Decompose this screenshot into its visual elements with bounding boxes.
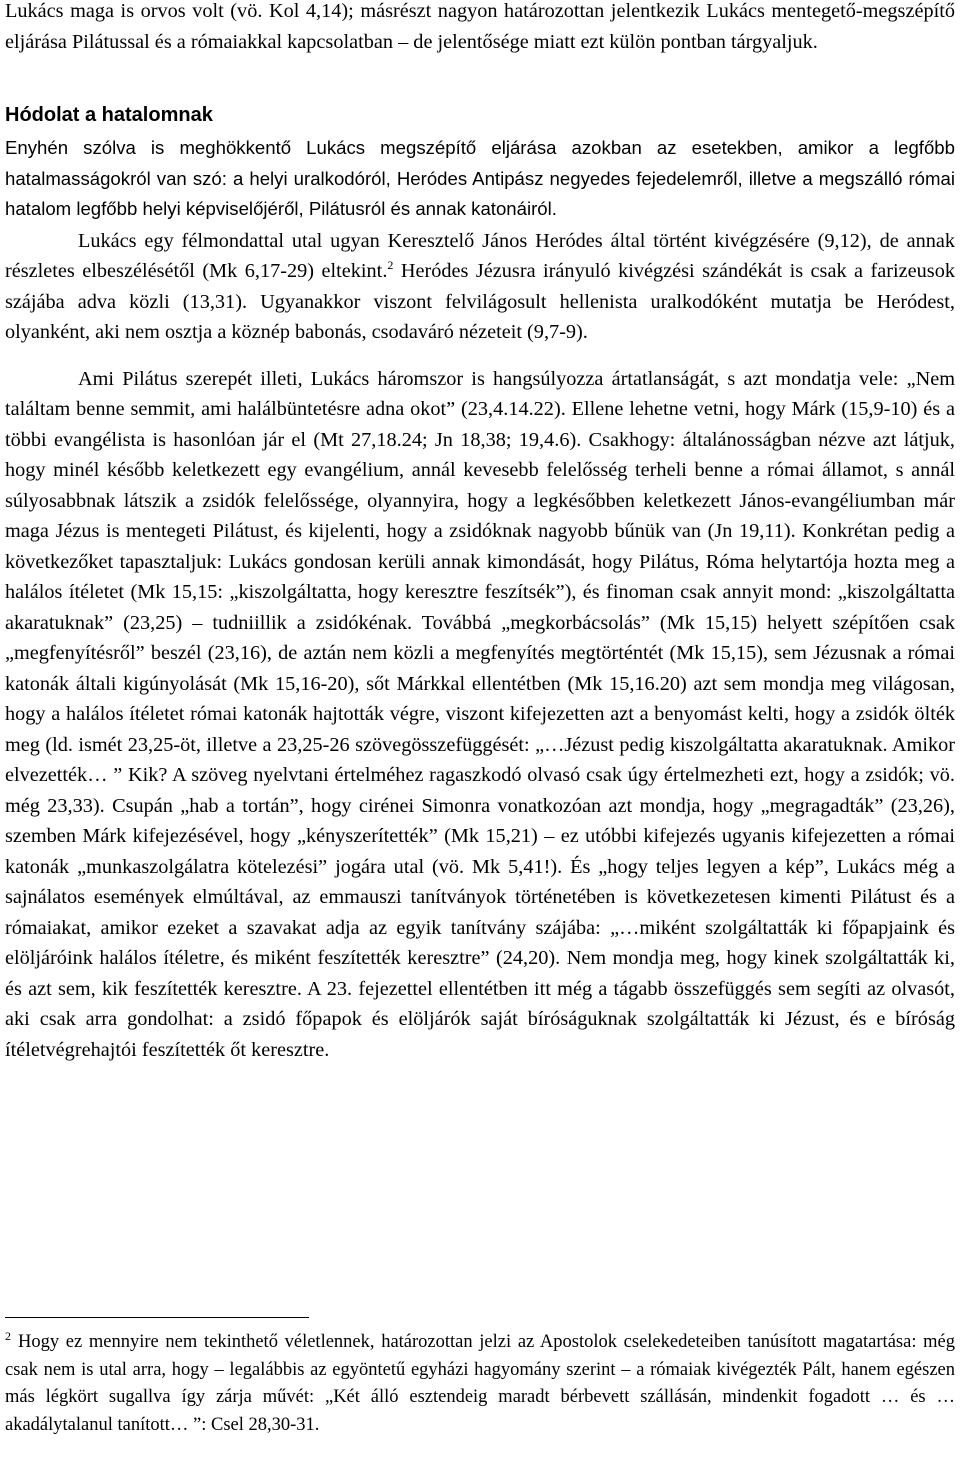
paragraph-lukacs-text-before: Lukács egy félmondattal utal ugyan Keresztelő János Heródes által történt kivégzésére (9,12), de annak részletes elbeszélésétől (Mk 6,17-29) eltekint. bbox=[5, 229, 955, 282]
footnote-text: Hogy ez mennyire nem tekinthető véletlennek, határozottan jelzi az Apostolok cselekedeteiben tanúsított magatartása: még csak nem is utal arra, hogy – legalábbis az egyöntetű egyházi hagyomány szerint – a rómaiak kivégezték Pált, hanem egészen más légkört sugallva így zárja művét: „Két álló esztendeig maradt bérbevett szállásán, mindenkit fogadott … és … akadálytalanul tanított… ”: Csel 28,30-31. bbox=[5, 1332, 955, 1436]
intro-paragraph: Lukács maga is orvos volt (vö. Kol 4,14); másrészt nagyon határozottan jelentkezik Lukács mentegető-megszépítő eljárása Pilátussal és a rómaiakkal kapcsolatban – de jelentősége miatt ezt külön pontban tárgyaljuk. bbox=[5, 0, 955, 53]
paragraph-lukacs-text-after: Heródes Jézusra irányuló kivégzési szándékát is csak a farizeusok szájába adva közli (13,31). Ugyanakkor viszont felvilágosult hellenista uralkodóként mutatja be Heródest, olyanként, aki nem osztja a köznép babonás, csodaváró nézeteit (9,7-9). bbox=[5, 260, 955, 343]
paragraph-enyhen: Enyhén szólva is meghökkentő Lukács megszépítő eljárása azokban az esetekben, amikor a legfőbb hatalmasságokról van szó: a helyi uralkodóról, Heródes Antipász negyedes fejedelemről, illetve a megszálló római hatalom legfőbb helyi képviselőjéről, Pilátusról és annak katonáiról. bbox=[5, 137, 955, 219]
footnote bbox=[5, 1329, 955, 1440]
footnote-separator bbox=[5, 1317, 309, 1318]
footnote-number: 2 bbox=[5, 1328, 11, 1343]
document-page bbox=[5, 0, 955, 1065]
paragraph-lukacs bbox=[5, 226, 955, 348]
footnote-reference[interactable]: 2 bbox=[387, 258, 394, 273]
paragraph-ami: Ami Pilátus szerepét illeti, Lukács háromszor is hangsúlyozza ártatlanságát, s azt mondatja vele: „Nem találtam benne semmit, ami halálbüntetésre adna okot” (23,4.14.22). Ellene lehetne vetni, hogy Márk (15,9-10) és a többi evangélista is hasonlóan jár el (Mt 27,18.24; Jn 18,38; 19,4.6). Csakhogy: általánosságban nézve azt látjuk, hogy minél később keletkezett egy evangélium, annál kevesebb felelősség terheli benne a római államot, s annál súlyosabbnak látszik a zsidók felelőssége, olyannyira, hogy a legkésőbben keletkezett János-evangéliumban már maga Jézus is mentegeti Pilátust, és kijelenti, hogy a zsidóknak nagyobb bűnük van (Jn 19,11). Konkrétan pedig a következőket tapasztaljuk: Lukács gondosan kerüli annak kimondását, hogy Pilátus, Róma helytartója hozta meg a halálos ítéletet (Mk 15,15: „kiszolgáltatta, hogy keresztre feszítsék”), és finoman csak annyit mond: „kiszolgáltatta akaratuknak” (23,25) – tudniillik a zsidókénak. Továbbá „megkorbácsolás” (Mk 15,15) helyett szépítően csak „megfenyítésről” beszél (23,16), de aztán nem közli a megfenyítés megtörténtét (Mk 15,15), sem Jézusnak a római katonák általi kigúnyolását (Mk 15,16-20), sőt Márkkal ellentétben (Mk 15,16.20) azt sem mondja meg világosan, hogy a halálos ítéletet római katonák hajtották végre, viszont kifejezetten azt a benyomást kelti, hogy a zsidók ölték meg (ld. ismét 23,25-öt, illetve a 23,25-26 szövegösszefüggését: „…Jézust pedig kiszolgáltatta akaratuknak. Amikor elvezették… ” Kik? A szöveg nyelvtani értelméhez ragaszkodó olvasó csak úgy értelmezheti ezt, hogy a zsidók; vö. még 23,33). Csupán „hab a tortán”, hogy cirénei Simonra vonatkozóan azt mondja, hogy „megragadták” (23,26), szemben Márk kifejezésével, hogy „kényszerítették” (Mk 15,21) – ez utóbbi kifejezés ugyanis kifejezetten a római katonák „munkaszolgálatra kötelezési” jogára utal (vö. Mk 5,41!). És „hogy teljes legyen a kép”, Lukács még a sajnálatos események elmúltával, az emmauszi tanítványok történetében is következetesen kimenti Pilátust és a rómaiakat, amikor ezeket a szavakat adja az egyik tanítvány szájába: „…miként szolgáltatták ki főpapjaink és elöljáróink halálos ítéletre, és miként feszítették keresztre” (24,20). Nem mondja meg, hogy kinek szolgáltatták ki, és azt sem, kik feszítették keresztre. A 23. fejezettel ellentétben itt még a tágabb összefüggés sem segíti az olvasót, aki csak arra gondolhat: a zsidó főpapok és elöljárók saját bíróságuknak szolgáltatták ki Jézust, és e bíróság ítéletvégrehajtói feszítették őt keresztre. bbox=[5, 367, 955, 1061]
section-heading: Hódolat a hatalomnak bbox=[5, 104, 213, 126]
